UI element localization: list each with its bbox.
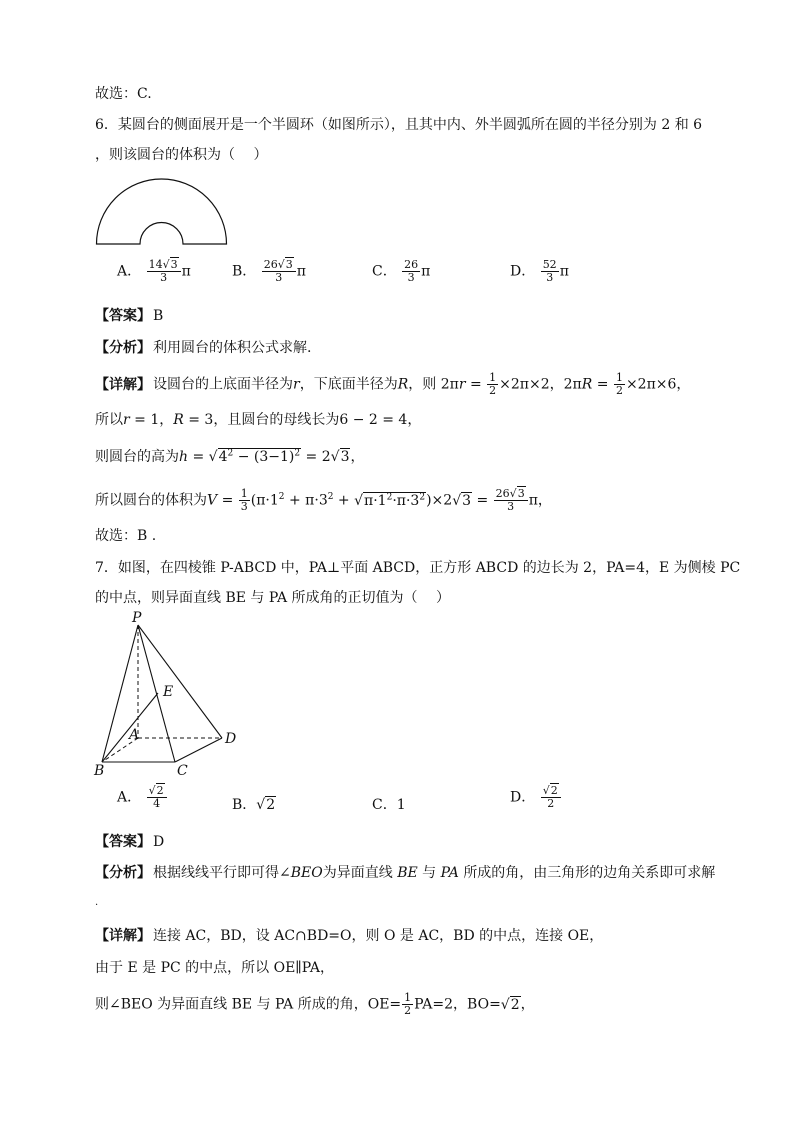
q7-detail-line3: 则∠BEO 为异面直线 BE 与 PA 所成的角，OE= $\frac{1}{2}$ PA=2，BO=√2， [95,991,535,1017]
q7-stem-line2: 的中点，则异面直线 BE 与 PA 所成角的正切值为（ ） [95,590,451,606]
q7-pyramid-figure [92,610,252,780]
q6-stem-line1: 6．某圆台的侧面展开是一个半圆环（如图所示），且其中内、外半圆弧所在圆的半径分别为 2 和 6 [95,117,703,133]
q6-option-b[interactable]: B． $\frac{26√3}{3}$ π [232,258,306,284]
q6-analysis: 【分析】 利用圆台的体积公式求解. [95,340,312,356]
q7-analysis: 【分析】 根据线线平行即可得∠BEO为异面直线 BE 与 PA 所成的角，由三角形的边角关系即可求解 [95,865,716,881]
q7-stem-line1: 7．如图，在四棱锥 P-ABCD 中，PA⊥平面 ABCD，正方形 ABCD 的边长为 2，PA=4，E 为侧棱 PC [95,560,741,576]
label-a: A [129,727,140,743]
q7-detail-line1: 【详解】 连接 AC，BD，设 AC∩BD=O，则 O 是 AC，BD 的中点，连接 OE， [95,928,604,944]
q7-option-b[interactable]: B．√2 [232,797,276,813]
q6-detail-line4: 所以圆台的体积为V = $\frac{1}{3}$ $(\pi\cdot 1^2 + \pi\cdot 3^2 + √\pi\cdot 1^2\cdot\pi\cdot 3^2)\times 2√3$ = $\frac{26√3}{3}$ π， [95,487,552,513]
q6-stem-line2: ，则该圆台的体积为（ ） [95,147,268,163]
q6-detail-line1: 【详解】 设圆台的上底面半径为r，下底面半径为R，则 2πr = $\frac{1}{2}$ ×2π×2，2πR = $\frac{1}{2}$ ×2π×6， [95,371,691,397]
label-p: P [132,610,142,626]
label-b: B [94,763,105,779]
q6-option-c[interactable]: C． $\frac{26}{3}$ π [372,258,431,284]
q5-conclusion: 故选：C. [95,86,152,102]
label-e: E [163,684,174,700]
q7-analysis-dot: . [95,897,99,908]
edge-cd [175,738,222,762]
q6-option-d[interactable]: D． $\frac{52}{3}$ π [510,258,569,284]
q6-half-annulus-figure [95,178,231,248]
q7-detail-line2: 由于 E 是 PC 的中点，所以 OE∥PA， [95,960,335,976]
q6-option-a[interactable]: A． $\frac{14√3}{3}$ π [117,258,191,284]
q7-answer: 【答案】 D [95,834,165,850]
q6-detail-line3: 则圆台的高为$h = √4^2 - (3-1)^2 = 2√3$， [95,448,365,465]
q6-detail-line2: 所以r = 1，R = 3，且圆台的母线长为6 − 2 = 4， [95,412,422,428]
label-d: D [225,731,237,747]
edge-pd [138,625,222,738]
q7-option-c[interactable]: C．1 [372,797,406,813]
q6-conclusion: 故选：B . [95,528,157,544]
q7-option-a[interactable]: A． $\frac{√2}{4}$ [117,785,168,810]
q7-option-d[interactable]: D． $\frac{√2}{2}$ [510,785,562,810]
label-c: C [177,763,188,779]
q6-answer: 【答案】 B [95,308,164,324]
